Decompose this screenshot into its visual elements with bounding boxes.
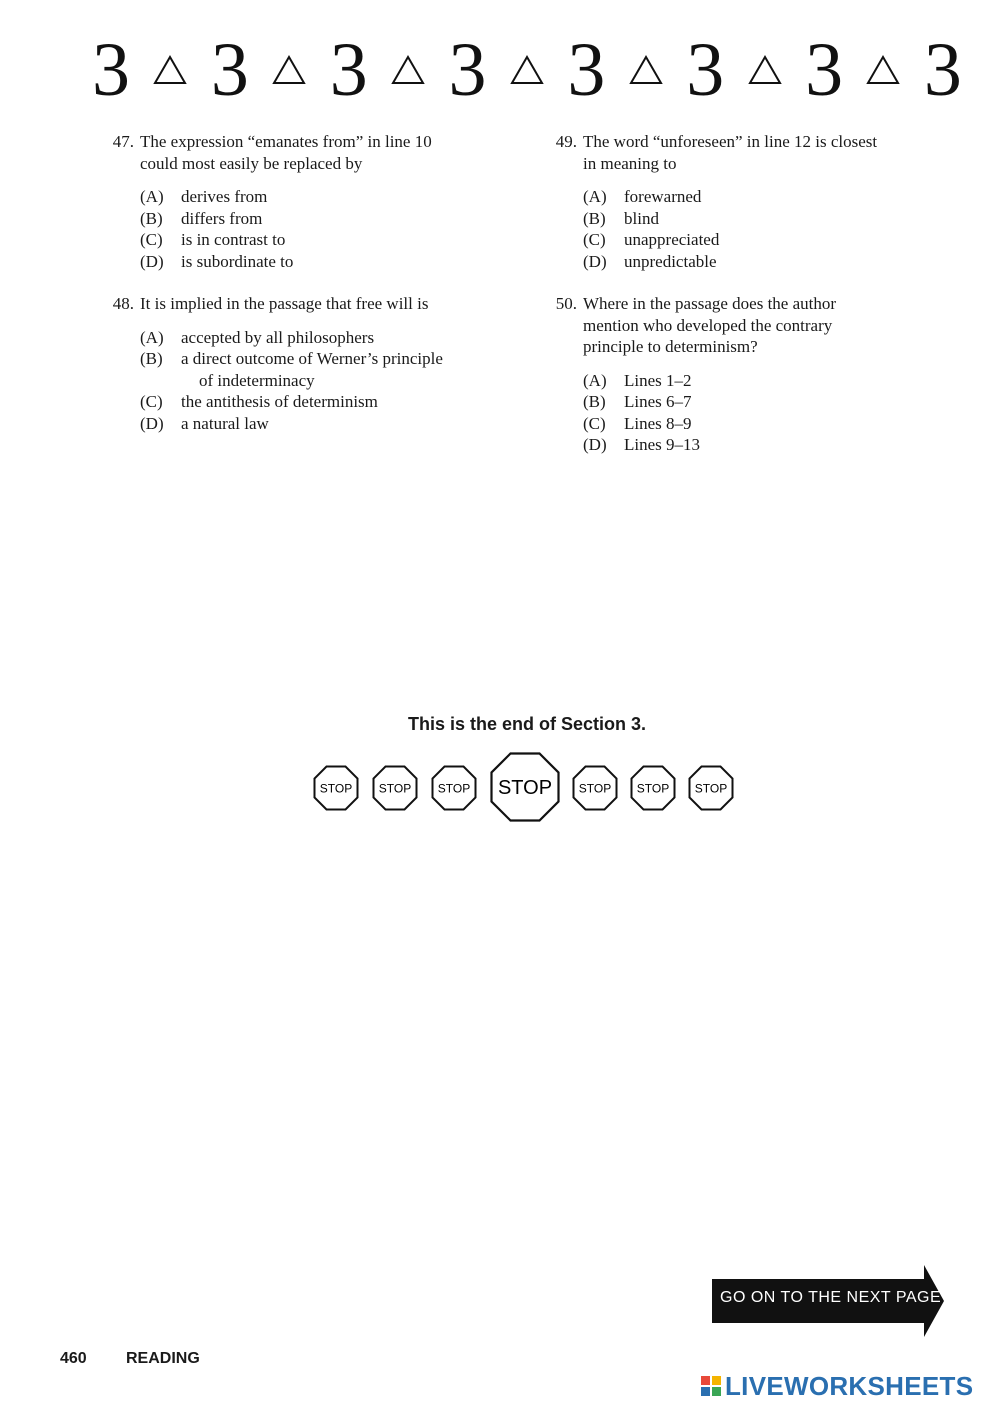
go-on-next-page-banner xyxy=(710,1265,946,1337)
section-number: 3 xyxy=(448,28,487,112)
footer-section-name: READING xyxy=(126,1350,200,1367)
answer-option[interactable]: (A) derives from xyxy=(140,187,268,206)
section-number: 3 xyxy=(923,28,962,112)
question-48 xyxy=(100,293,520,434)
triangle-icon xyxy=(629,55,663,85)
liveworksheets-icon xyxy=(700,1375,722,1397)
question-number: 50. xyxy=(555,294,577,313)
answer-option[interactable]: (C) is in contrast to xyxy=(140,230,286,249)
stop-sign-icon xyxy=(372,765,418,811)
triangle-icon xyxy=(866,55,900,85)
answer-option[interactable]: (C) unappreciated xyxy=(583,230,720,249)
question-49 xyxy=(543,131,963,272)
answer-options xyxy=(140,186,520,272)
answer-options xyxy=(140,327,520,435)
triangle-icon xyxy=(748,55,782,85)
answer-options xyxy=(583,370,963,456)
answer-option[interactable]: (D) unpredictable xyxy=(583,251,717,271)
section-number: 3 xyxy=(92,28,130,112)
question-stem: It is implied in the passage that free will is xyxy=(140,294,429,313)
stop-sign-icon xyxy=(572,765,618,811)
triangle-icon xyxy=(510,55,544,85)
triangle-icon xyxy=(153,55,187,85)
stop-label: STOP xyxy=(694,781,728,796)
answer-option[interactable]: (A) Lines 1–2 xyxy=(583,370,692,390)
triangle-icon xyxy=(391,55,425,85)
answer-options xyxy=(583,186,963,272)
question-50 xyxy=(543,293,963,456)
section-number: 3 xyxy=(210,28,249,112)
question-number: 47. xyxy=(112,132,134,151)
question-stem: The word “unforeseen” in line 12 is closest in meaning to xyxy=(583,132,878,173)
liveworksheets-text: LIVEWORKSHEETS xyxy=(725,1371,974,1401)
stop-sign-icon xyxy=(490,752,560,822)
question-47 xyxy=(100,131,520,272)
answer-option[interactable]: (D) a natural law xyxy=(140,413,269,433)
liveworksheets-logo xyxy=(700,1372,973,1400)
stop-signs-row xyxy=(313,752,737,822)
end-of-section-text: This is the end of Section 3. xyxy=(407,714,647,734)
stop-label: STOP xyxy=(636,781,670,796)
section-number: 3 xyxy=(686,28,725,112)
answer-option[interactable]: (C) the antithesis of determinism xyxy=(140,392,378,411)
answer-option[interactable]: (B) blind xyxy=(583,208,659,228)
answer-option[interactable]: (A) forewarned xyxy=(583,187,702,206)
section-number: 3 xyxy=(567,28,606,112)
stop-sign-icon xyxy=(431,765,477,811)
stop-label: STOP xyxy=(437,781,471,796)
answer-option[interactable]: (A) accepted by all philosophers xyxy=(140,327,375,347)
stop-label: STOP xyxy=(378,781,412,796)
answer-option[interactable]: (D) is subordinate to xyxy=(140,251,294,271)
stop-label: STOP xyxy=(578,781,612,796)
triangle-icon xyxy=(272,55,306,85)
answer-option[interactable]: (C) Lines 8–9 xyxy=(583,413,692,433)
stop-sign-icon xyxy=(313,765,359,811)
question-number: 48. xyxy=(112,294,134,313)
question-stem: The expression “emanates from” in line 10 could most easily be replaced by xyxy=(140,132,432,173)
answer-option[interactable]: (B) a direct outcome of Werner’s principle of indeterminacy xyxy=(140,349,443,390)
stop-label: STOP xyxy=(497,777,553,799)
answer-option[interactable]: (B) Lines 6–7 xyxy=(583,392,692,411)
question-number: 49. xyxy=(555,132,577,151)
section-number: 3 xyxy=(329,28,368,112)
stop-label: STOP xyxy=(319,781,353,796)
section-header-band xyxy=(92,30,962,110)
page-number: 460 xyxy=(60,1350,87,1367)
question-stem: Where in the passage does the author mention who developed the contrary principle to determinism? xyxy=(583,294,837,356)
stop-sign-icon xyxy=(630,765,676,811)
next-page-label: GO ON TO THE NEXT PAGE xyxy=(720,1289,942,1306)
section-number: 3 xyxy=(805,28,844,112)
answer-option[interactable]: (D) Lines 9–13 xyxy=(583,435,701,454)
stop-sign-icon xyxy=(688,765,734,811)
answer-option[interactable]: (B) differs from xyxy=(140,208,263,228)
